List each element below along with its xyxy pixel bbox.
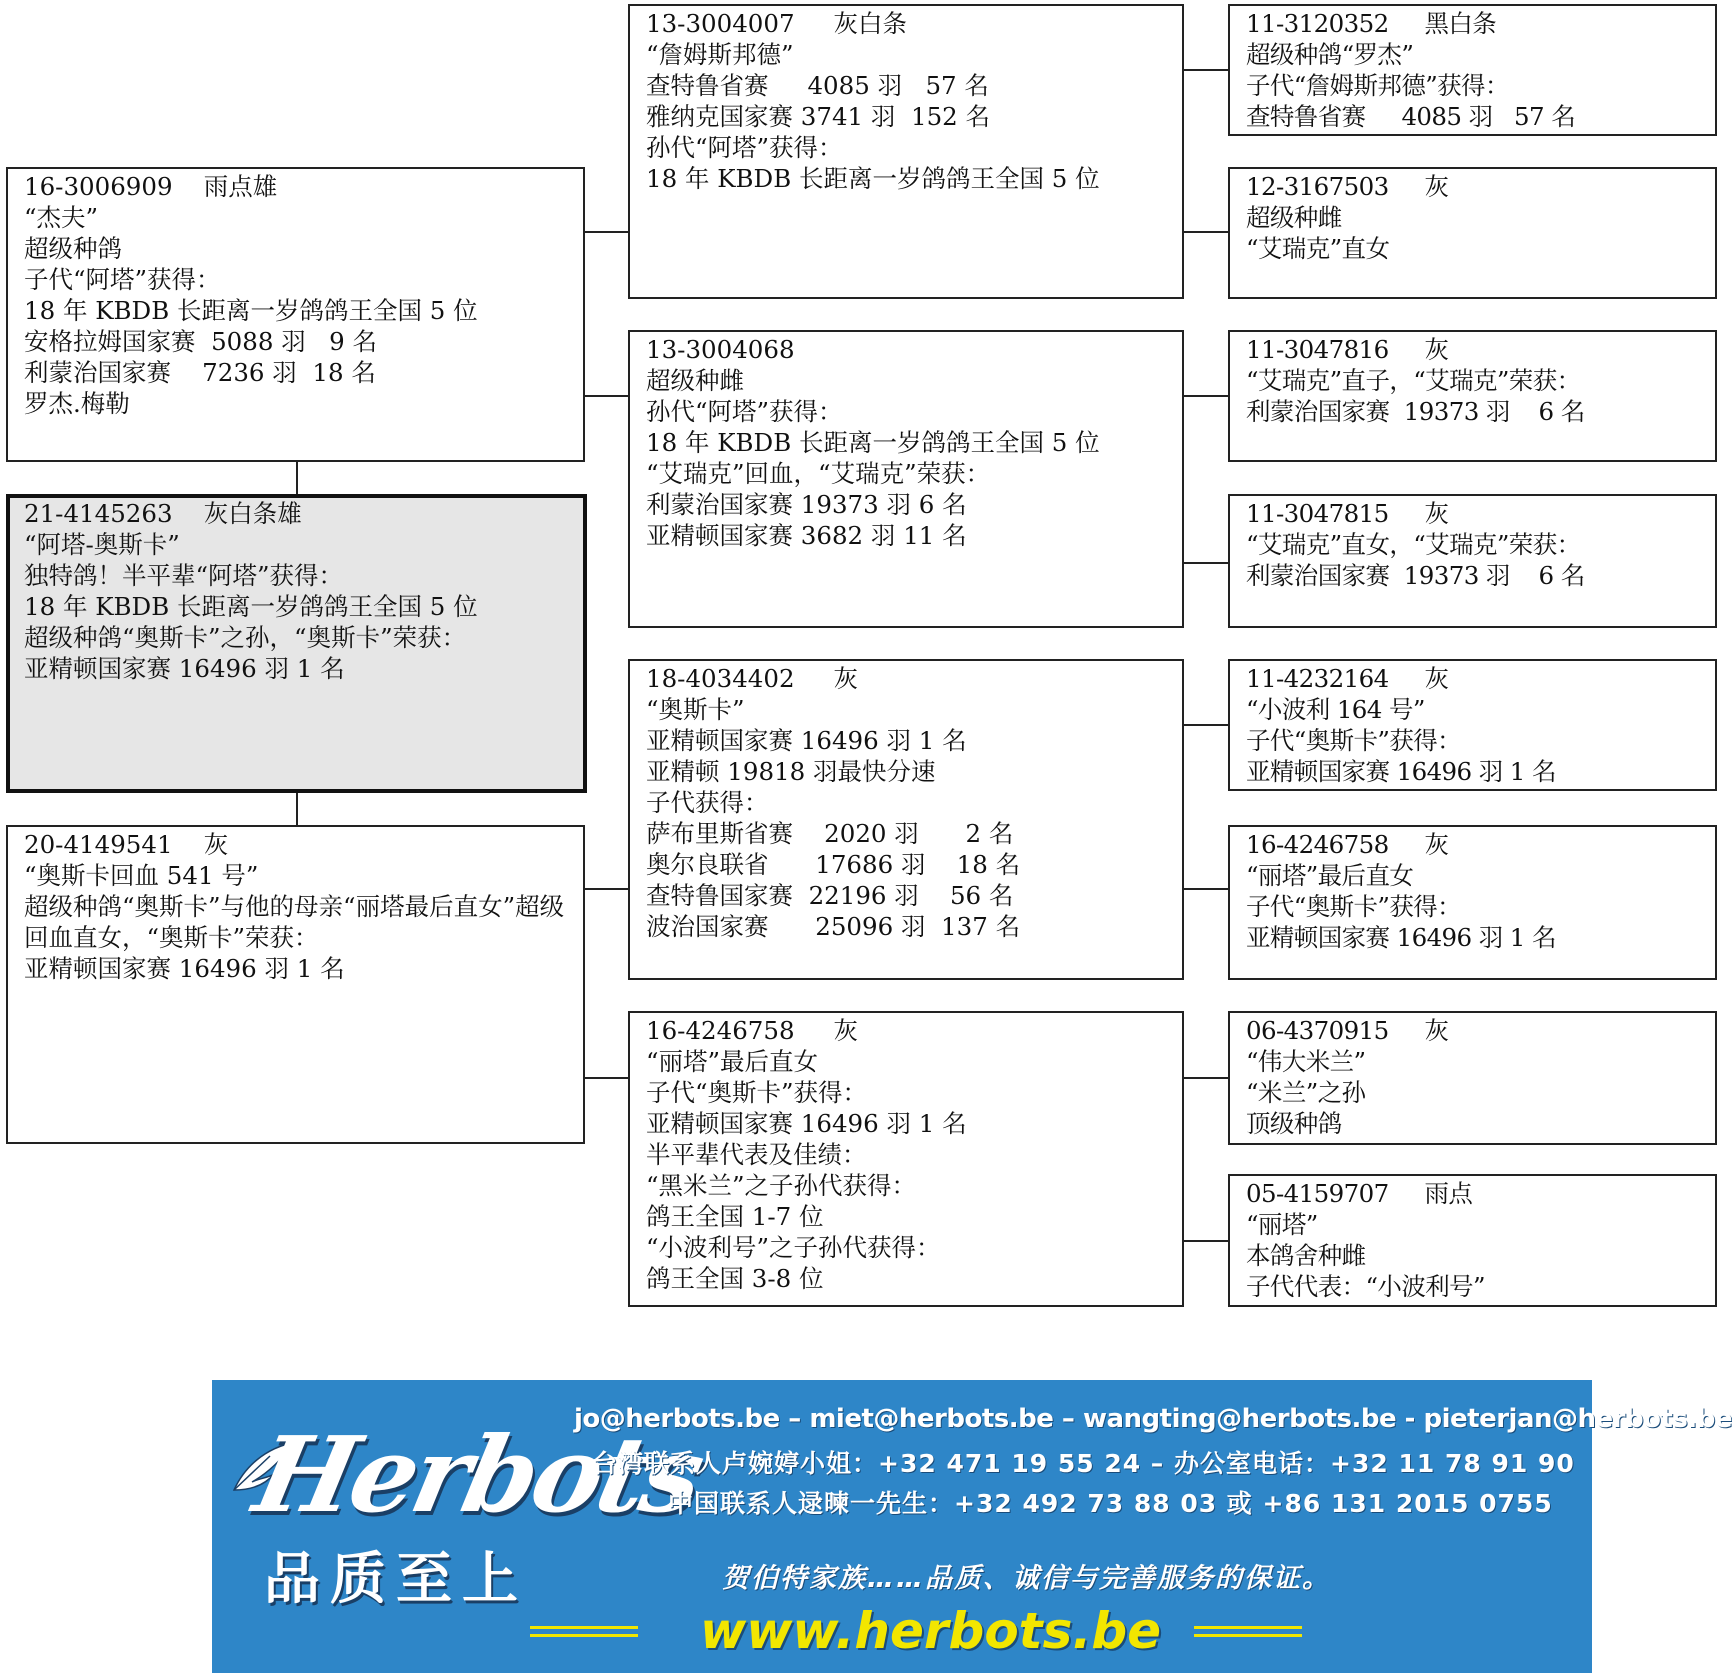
card-line: 子代代表：“小波利号” (1246, 1272, 1485, 1301)
connector-sd-sdd (1183, 562, 1228, 564)
sire-sire-sire-card (1228, 4, 1717, 136)
dam-sire-card (628, 659, 1184, 980)
card-line: 11-4232164 灰 (1246, 664, 1449, 693)
card-line: “丽塔” (1246, 1210, 1318, 1239)
connector-sire-subject (296, 460, 298, 494)
card-line: 利蒙治国家赛 19373 羽 6 名 (1246, 561, 1585, 590)
dam-dam-sire-card (1228, 1011, 1717, 1145)
card-line: “艾瑞克”直女 (1246, 234, 1390, 263)
card-line: 21-4145263 灰白条雄 (24, 499, 302, 528)
website-link[interactable]: www.herbots.be (700, 1602, 1162, 1660)
card-line: 16-4246758 灰 (1246, 830, 1449, 859)
card-line: 11-3120352 黑白条 (1246, 9, 1497, 38)
card-line: 利蒙治国家赛 19373 羽 6 名 (646, 490, 967, 519)
connector-ss-sss (1183, 69, 1228, 71)
card-line: 鸽王全国 3-8 位 (646, 1264, 824, 1293)
website-decoration-right (1194, 1626, 1302, 1629)
card-line: 13-3004007 灰白条 (646, 9, 908, 38)
connector-ds-dsd (1183, 888, 1228, 890)
card-line: 安格拉姆国家赛 5088 羽 9 名 (24, 327, 377, 356)
connector-ds-dss (1183, 724, 1228, 726)
card-line: 18 年 KBDB 长距离一岁鸽鸽王全国 5 位 (24, 592, 478, 621)
card-line: 萨布里斯省赛 2020 羽 2 名 (646, 819, 1014, 848)
card-line: 子代“阿塔”获得： (24, 265, 221, 294)
connector-dd-ddd (1183, 1240, 1228, 1242)
connector-subject-dam (296, 791, 298, 825)
card-line: 孙代“阿塔”获得： (646, 133, 843, 162)
card-line: 18-4034402 灰 (646, 664, 859, 693)
card-line: 利蒙治国家赛 7236 羽 18 名 (24, 358, 376, 387)
connector-sire-sd (583, 395, 628, 397)
card-line: 查特鲁省赛 4085 羽 57 名 (646, 71, 989, 100)
card-line: 超级种鸽“奥斯卡”之孙，“奥斯卡”荣获： (24, 623, 467, 652)
sire-card (6, 167, 585, 462)
sire-dam-dam-card (1228, 494, 1717, 628)
card-line: 超级种雌 (1246, 203, 1342, 232)
dam-sire-dam-card (1228, 825, 1717, 980)
card-line: 子代“詹姆斯邦德”获得： (1246, 71, 1509, 100)
card-line: 亚精顿 19818 羽最快分速 (646, 757, 936, 786)
connector-sd-sds (1183, 395, 1228, 397)
card-line: “小波利号”之子孙代获得： (646, 1233, 941, 1262)
card-line: “艾瑞克”直子，“艾瑞克”荣获： (1246, 366, 1581, 395)
website-decoration-left (530, 1626, 638, 1629)
dam-dam-card (628, 1011, 1184, 1307)
card-line: 16-4246758 灰 (646, 1016, 859, 1045)
dam-dam-dam-card (1228, 1174, 1717, 1307)
card-line: 罗杰.梅勒 (24, 389, 130, 418)
card-line: 18 年 KBDB 长距离一岁鸽鸽王全国 5 位 (646, 164, 1100, 193)
card-line: 11-3047815 灰 (1246, 499, 1449, 528)
card-line: 12-3167503 灰 (1246, 172, 1449, 201)
card-line: 06-4370915 灰 (1246, 1016, 1449, 1045)
card-line: 利蒙治国家赛 19373 羽 6 名 (1246, 397, 1585, 426)
card-line: 11-3047816 灰 (1246, 335, 1449, 364)
card-line: 亚精顿国家赛 16496 羽 1 名 (1246, 923, 1556, 952)
card-line: 亚精顿国家赛 16496 羽 1 名 (1246, 757, 1556, 786)
card-line: 超级种雌 (646, 366, 744, 395)
connector-dd-dds (1183, 1077, 1228, 1079)
card-line: 16-3006909 雨点雄 (24, 172, 278, 201)
card-line: 本鸽舍种雌 (1246, 1241, 1366, 1270)
dam-card (6, 825, 585, 1144)
card-line: “小波利 164 号” (1246, 695, 1425, 724)
card-line: 查特鲁省赛 4085 羽 57 名 (1246, 102, 1576, 131)
sire-dam-card (628, 330, 1184, 628)
card-line: 05-4159707 雨点 (1246, 1179, 1473, 1208)
card-line: “丽塔”最后直女 (1246, 861, 1414, 890)
card-line: 亚精顿国家赛 16496 羽 1 名 (646, 726, 967, 755)
card-line: 雅纳克国家赛 3741 羽 152 名 (646, 102, 991, 131)
card-line: 子代“奥斯卡”获得： (1246, 892, 1462, 921)
card-line: “黑米兰”之子孙代获得： (646, 1171, 917, 1200)
card-line: “杰夫” (24, 203, 99, 232)
card-line: 超级种鸽“奥斯卡”与他的母亲“丽塔最后直女”超级回血直女，“奥斯卡”荣获： (24, 892, 565, 952)
card-line: “奥斯卡回血 541 号” (24, 861, 259, 890)
card-line: 顶级种鸽 (1246, 1109, 1342, 1138)
card-line: “伟大米兰” (1246, 1047, 1366, 1076)
logo-wordmark: Herbots (245, 1413, 712, 1536)
card-line: 18 年 KBDB 长距离一岁鸽鸽王全国 5 位 (24, 296, 478, 325)
card-line: 子代“奥斯卡”获得： (1246, 726, 1462, 755)
card-line: 超级种鸽“罗杰” (1246, 40, 1414, 69)
card-line: 18 年 KBDB 长距离一岁鸽鸽王全国 5 位 (646, 428, 1100, 457)
card-line: “艾瑞克”回血，“艾瑞克”荣获： (646, 459, 991, 488)
card-line: 鸽王全国 1-7 位 (646, 1202, 824, 1231)
connector-dam-dd (583, 1077, 628, 1079)
card-line: 子代获得： (646, 788, 769, 817)
card-line: 波治国家赛 25096 羽 137 名 (646, 912, 1021, 941)
card-line: 亚精顿国家赛 16496 羽 1 名 (24, 654, 345, 683)
connector-dam-ds (583, 888, 628, 890)
email-addresses[interactable]: jo@herbots.be – miet@herbots.be – wangting@herbots.be - pieterjan@herbots.be (574, 1404, 1732, 1434)
card-line: 半平辈代表及佳绩： (646, 1140, 867, 1169)
card-line: 亚精顿国家赛 16496 羽 1 名 (24, 954, 345, 983)
card-line: 超级种鸽 (24, 234, 122, 263)
dam-sire-sire-card (1228, 659, 1717, 791)
taiwan-contact: 台湾联系人卢婉婷小姐：+32 471 19 55 24 – 办公室电话：+32 11 78 91 90 (592, 1449, 1575, 1478)
card-line: “丽塔”最后直女 (646, 1047, 819, 1076)
card-line: 查特鲁国家赛 22196 羽 56 名 (646, 881, 1014, 910)
china-contact: 中国联系人逯暕一先生：+32 492 73 88 03 或 +86 131 2015 0755 (668, 1489, 1553, 1518)
card-line: 亚精顿国家赛 16496 羽 1 名 (646, 1109, 967, 1138)
website-decoration-right-2 (1194, 1634, 1302, 1637)
card-line: “詹姆斯邦德” (646, 40, 794, 69)
herbots-logo (230, 1410, 712, 1570)
card-line: 孙代“阿塔”获得： (646, 397, 843, 426)
card-line: “阿塔-奥斯卡” (24, 530, 180, 559)
motto: 贺伯特家族……品质、诚信与完善服务的保证。 (722, 1563, 1331, 1594)
card-line: 独特鸽！半平辈“阿塔”获得： (24, 561, 344, 590)
sire-dam-sire-card (1228, 330, 1717, 462)
card-line: “奥斯卡” (646, 695, 745, 724)
connector-ss-ssd (1183, 231, 1228, 233)
connector-sire-ss (583, 231, 628, 233)
card-line: “艾瑞克”直女，“艾瑞克”荣获： (1246, 530, 1581, 559)
subject-bird-card (6, 494, 587, 793)
card-line: 20-4149541 灰 (24, 830, 229, 859)
card-line: “米兰”之孙 (1246, 1078, 1366, 1107)
sire-sire-dam-card (1228, 167, 1717, 299)
card-line: 子代“奥斯卡”获得： (646, 1078, 868, 1107)
card-line: 13-3004068 (646, 335, 795, 364)
card-line: 亚精顿国家赛 3682 羽 11 名 (646, 521, 967, 550)
slogan: 品质至上 (264, 1547, 528, 1612)
sire-sire-card (628, 4, 1184, 299)
website-decoration-left-2 (530, 1634, 638, 1637)
herbots-contact-banner (212, 1380, 1732, 1673)
card-line: 奥尔良联省 17686 羽 18 名 (646, 850, 1021, 879)
